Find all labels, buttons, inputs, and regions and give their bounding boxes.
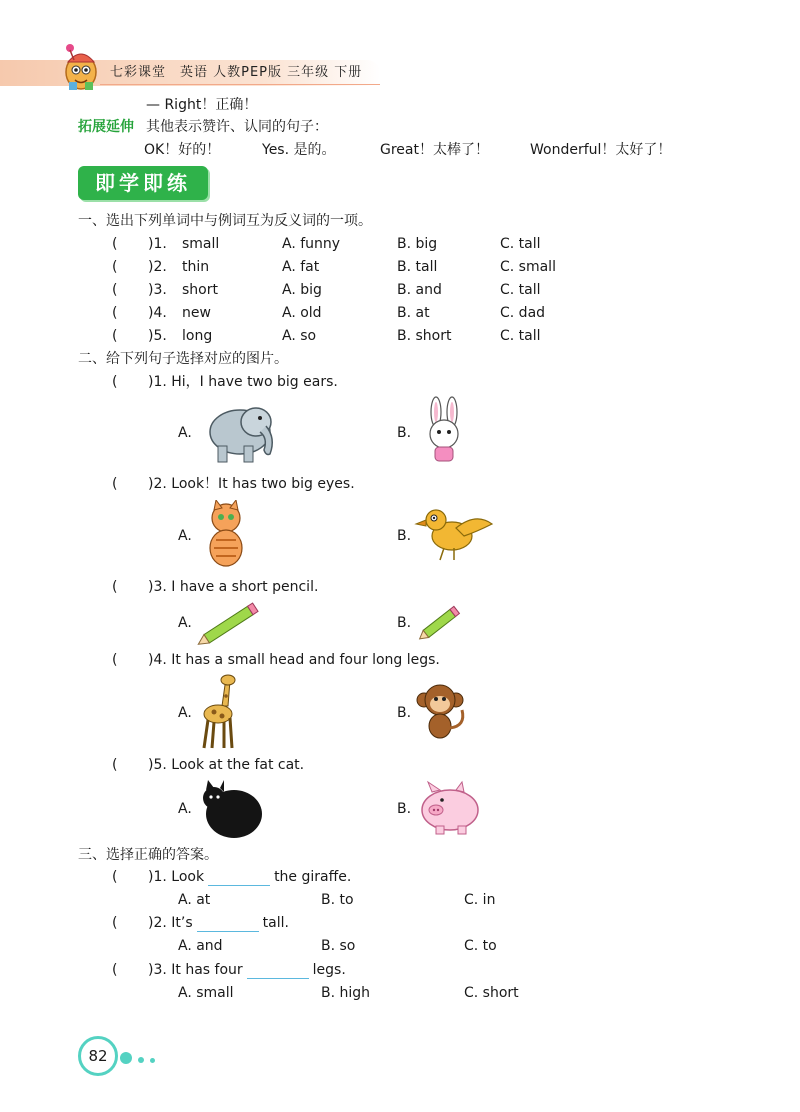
- option-c: C. small: [500, 259, 556, 275]
- bird-icon: [414, 502, 496, 564]
- option-c: C. tall: [500, 282, 541, 298]
- sentence-end: legs.: [312, 962, 346, 978]
- answer-paren[interactable]: (: [112, 579, 118, 595]
- phrase-great: Great！太棒了！: [380, 142, 489, 158]
- cat-icon: [196, 500, 256, 570]
- phrase-wonderful: Wonderful！太好了！: [530, 142, 672, 158]
- option-a-label[interactable]: A.: [178, 425, 192, 441]
- question-sentence: )2. Look！It has two big eyes.: [148, 476, 355, 492]
- option-b-label[interactable]: B.: [397, 615, 412, 631]
- option-b-label[interactable]: B.: [397, 425, 412, 441]
- phrase-ok: OK！好的！: [144, 142, 221, 158]
- section3-heading: 三、选择正确的答案。: [78, 847, 218, 863]
- short-pencil-icon: [414, 602, 470, 642]
- long-pencil-icon: [196, 600, 266, 646]
- page-dot: [138, 1057, 144, 1063]
- option-a: A. funny: [282, 236, 341, 252]
- mascot-icon: [56, 40, 106, 92]
- fat-cat-icon: [196, 778, 266, 840]
- extension-label: 拓展延伸: [78, 119, 134, 135]
- fill-sentence: [148, 961, 346, 979]
- answer-paren[interactable]: (: [112, 282, 118, 298]
- example-word: small: [182, 236, 220, 252]
- option-a: A. and: [178, 938, 223, 954]
- example-word: long: [182, 328, 213, 344]
- option-c: C. tall: [500, 328, 541, 344]
- answer-paren[interactable]: (: [112, 869, 118, 885]
- header-title: 七彩课堂 英语 人教PEP版 三年级 下册: [110, 65, 363, 80]
- example-word: new: [182, 305, 211, 321]
- elephant-icon: [198, 398, 280, 466]
- option-a: A. fat: [282, 259, 320, 275]
- option-a-label[interactable]: A.: [178, 801, 192, 817]
- example-word: short: [182, 282, 218, 298]
- question-sentence: )1. Hi，I have two big ears.: [148, 374, 338, 390]
- right-line: — Right！正确！: [146, 97, 258, 113]
- option-a-label[interactable]: A.: [178, 528, 192, 544]
- option-a-label[interactable]: A.: [178, 705, 192, 721]
- answer-paren[interactable]: (: [112, 328, 118, 344]
- question-sentence: )3. I have a short pencil.: [148, 579, 319, 595]
- extension-text: 其他表示赞许、认同的句子：: [146, 119, 328, 135]
- pig-icon: [414, 778, 484, 838]
- option-a: A. small: [178, 985, 234, 1001]
- option-b: B. tall: [397, 259, 438, 275]
- answer-paren[interactable]: (: [112, 374, 118, 390]
- sentence-start: )1. Look: [148, 869, 205, 885]
- answer-paren[interactable]: (: [112, 476, 118, 492]
- monkey-icon: [414, 680, 472, 744]
- answer-blank[interactable]: [197, 917, 259, 932]
- section-banner: 即学即练: [78, 166, 208, 200]
- option-b: B. high: [321, 985, 371, 1001]
- option-a-label[interactable]: A.: [178, 615, 192, 631]
- answer-paren[interactable]: (: [112, 236, 118, 252]
- option-b: B. at: [397, 305, 430, 321]
- answer-blank[interactable]: [247, 964, 309, 979]
- answer-blank[interactable]: [208, 871, 270, 886]
- option-c: C. in: [464, 892, 496, 908]
- fill-sentence: [148, 914, 289, 932]
- sentence-end: the giraffe.: [274, 869, 352, 885]
- header-divider: [100, 84, 380, 85]
- example-word: thin: [182, 259, 210, 275]
- sentence-end: tall.: [262, 915, 289, 931]
- sentence-start: )3. It has four: [148, 962, 243, 978]
- giraffe-icon: [194, 672, 244, 752]
- option-a: A. so: [282, 328, 317, 344]
- answer-paren[interactable]: (: [112, 259, 118, 275]
- sentence-start: )2. It’s: [148, 915, 193, 931]
- section2-heading: 二、给下列句子选择对应的图片。: [78, 351, 288, 367]
- option-b-label[interactable]: B.: [397, 528, 412, 544]
- answer-paren[interactable]: (: [112, 305, 118, 321]
- item-number: )1.: [148, 236, 167, 252]
- option-c: C. dad: [500, 305, 546, 321]
- option-b-label[interactable]: B.: [397, 705, 412, 721]
- answer-paren[interactable]: (: [112, 757, 118, 773]
- option-a: A. at: [178, 892, 211, 908]
- option-b: B. to: [321, 892, 354, 908]
- phrase-yes: Yes. 是的。: [262, 142, 336, 158]
- section1-heading: 一、选出下列单词中与例词互为反义词的一项。: [78, 213, 372, 229]
- page-number: 82: [78, 1036, 118, 1076]
- option-c: C. tall: [500, 236, 541, 252]
- option-c: C. short: [464, 985, 519, 1001]
- answer-paren[interactable]: (: [112, 962, 118, 978]
- option-b: B. so: [321, 938, 356, 954]
- option-b: B. big: [397, 236, 438, 252]
- page-dot: [120, 1052, 132, 1064]
- item-number: )5.: [148, 328, 167, 344]
- answer-paren[interactable]: (: [112, 652, 118, 668]
- rabbit-icon: [414, 396, 474, 468]
- option-a: A. old: [282, 305, 322, 321]
- option-b-label[interactable]: B.: [397, 801, 412, 817]
- item-number: )3.: [148, 282, 167, 298]
- option-b: B. short: [397, 328, 452, 344]
- item-number: )4.: [148, 305, 167, 321]
- question-sentence: )4. It has a small head and four long legs.: [148, 652, 440, 668]
- option-a: A. big: [282, 282, 322, 298]
- page-dot: [150, 1058, 155, 1063]
- answer-paren[interactable]: (: [112, 915, 118, 931]
- item-number: )2.: [148, 259, 167, 275]
- question-sentence: )5. Look at the fat cat.: [148, 757, 305, 773]
- option-c: C. to: [464, 938, 497, 954]
- option-b: B. and: [397, 282, 442, 298]
- fill-sentence: [148, 868, 351, 886]
